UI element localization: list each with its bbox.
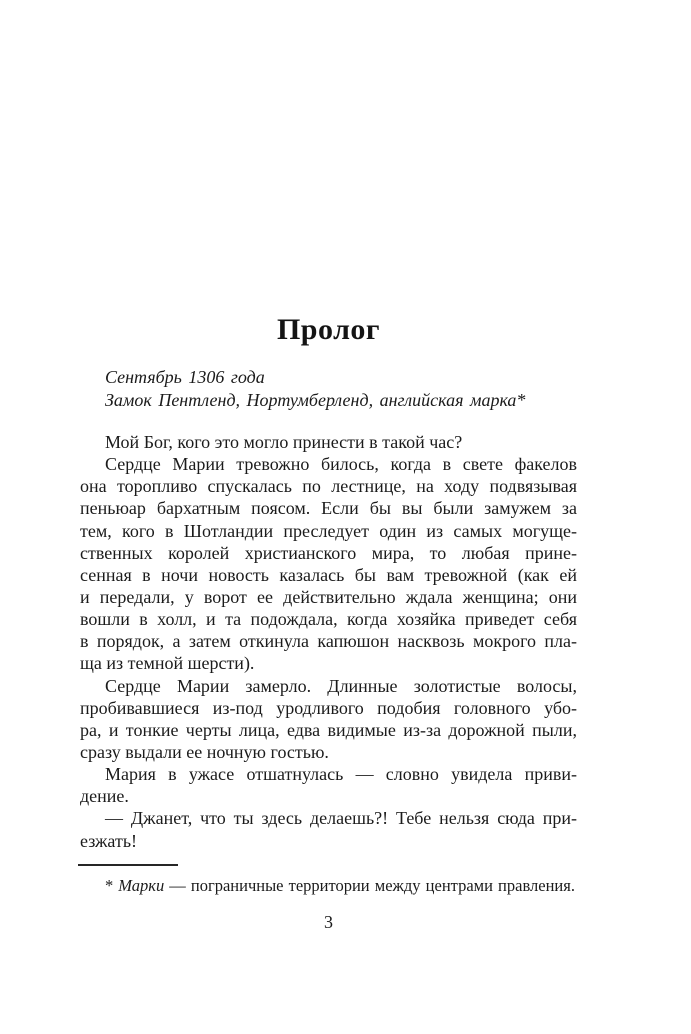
text-line: тем, кого в Шотландии преследует один из самых могуще- <box>80 520 577 541</box>
text-line: Мой Бог, кого это могло принести в такой час? <box>105 432 463 452</box>
text-line: и передали, у ворот ее действительно ждала женщина; они <box>80 586 577 607</box>
text-line: сенная в ночи новость казалась бы вам тревожной (как ей <box>80 564 577 585</box>
text-line: пеньюар бархатным поясом. Если бы вы были замужем за <box>80 498 577 519</box>
epigraph-line-place: Замок Пентленд, Нортумберленд, английская марка* <box>105 390 526 410</box>
text-line: Сердце Марии тревожно билось, когда в свете факелов <box>105 454 577 475</box>
text-line: пробивавшиеся из-под уродливого подобия головного убо- <box>80 697 577 718</box>
text-line: езжать! <box>80 830 138 851</box>
text-line: вошли в холл, и та подождала, когда хозяйка приведет себя <box>80 609 577 630</box>
text-line: сразу выдали ее ночную гостью. <box>80 741 329 762</box>
body-text <box>80 431 577 852</box>
footnote-marker: * <box>105 876 114 895</box>
text-line: в порядок, а затем откинула капюшон насквозь мокрого пла- <box>80 631 577 652</box>
footnote-text: — пограничные территории между центрами правления. <box>169 876 575 895</box>
footnote-divider <box>78 864 178 866</box>
text-line: дение. <box>80 786 129 807</box>
text-line: Мария в ужасе отшатнулась — словно увидела приви- <box>105 764 577 785</box>
epigraph <box>105 366 577 412</box>
epigraph-line-date: Сентябрь 1306 года <box>105 367 265 387</box>
text-line: ра, и тонкие черты лица, едва видимые из-за дорожной пыли, <box>80 719 577 740</box>
footnote <box>80 876 577 896</box>
chapter-title: Пролог <box>276 313 381 346</box>
text-line: ственных королей христианского мира, то любая прине- <box>80 542 577 563</box>
text-line: Сердце Марии замерло. Длинные золотистые волосы, <box>105 675 577 696</box>
text-line: ща из темной шерсти). <box>80 653 255 674</box>
text-line: она торопливо спускалась по лестнице, на ходу подвязывая <box>80 476 577 497</box>
text-line: — Джанет, что ты здесь делаешь?! Тебе нельзя сюда при- <box>105 808 577 829</box>
page-number: 3 <box>324 912 333 932</box>
footnote-term: Марки <box>118 876 165 895</box>
